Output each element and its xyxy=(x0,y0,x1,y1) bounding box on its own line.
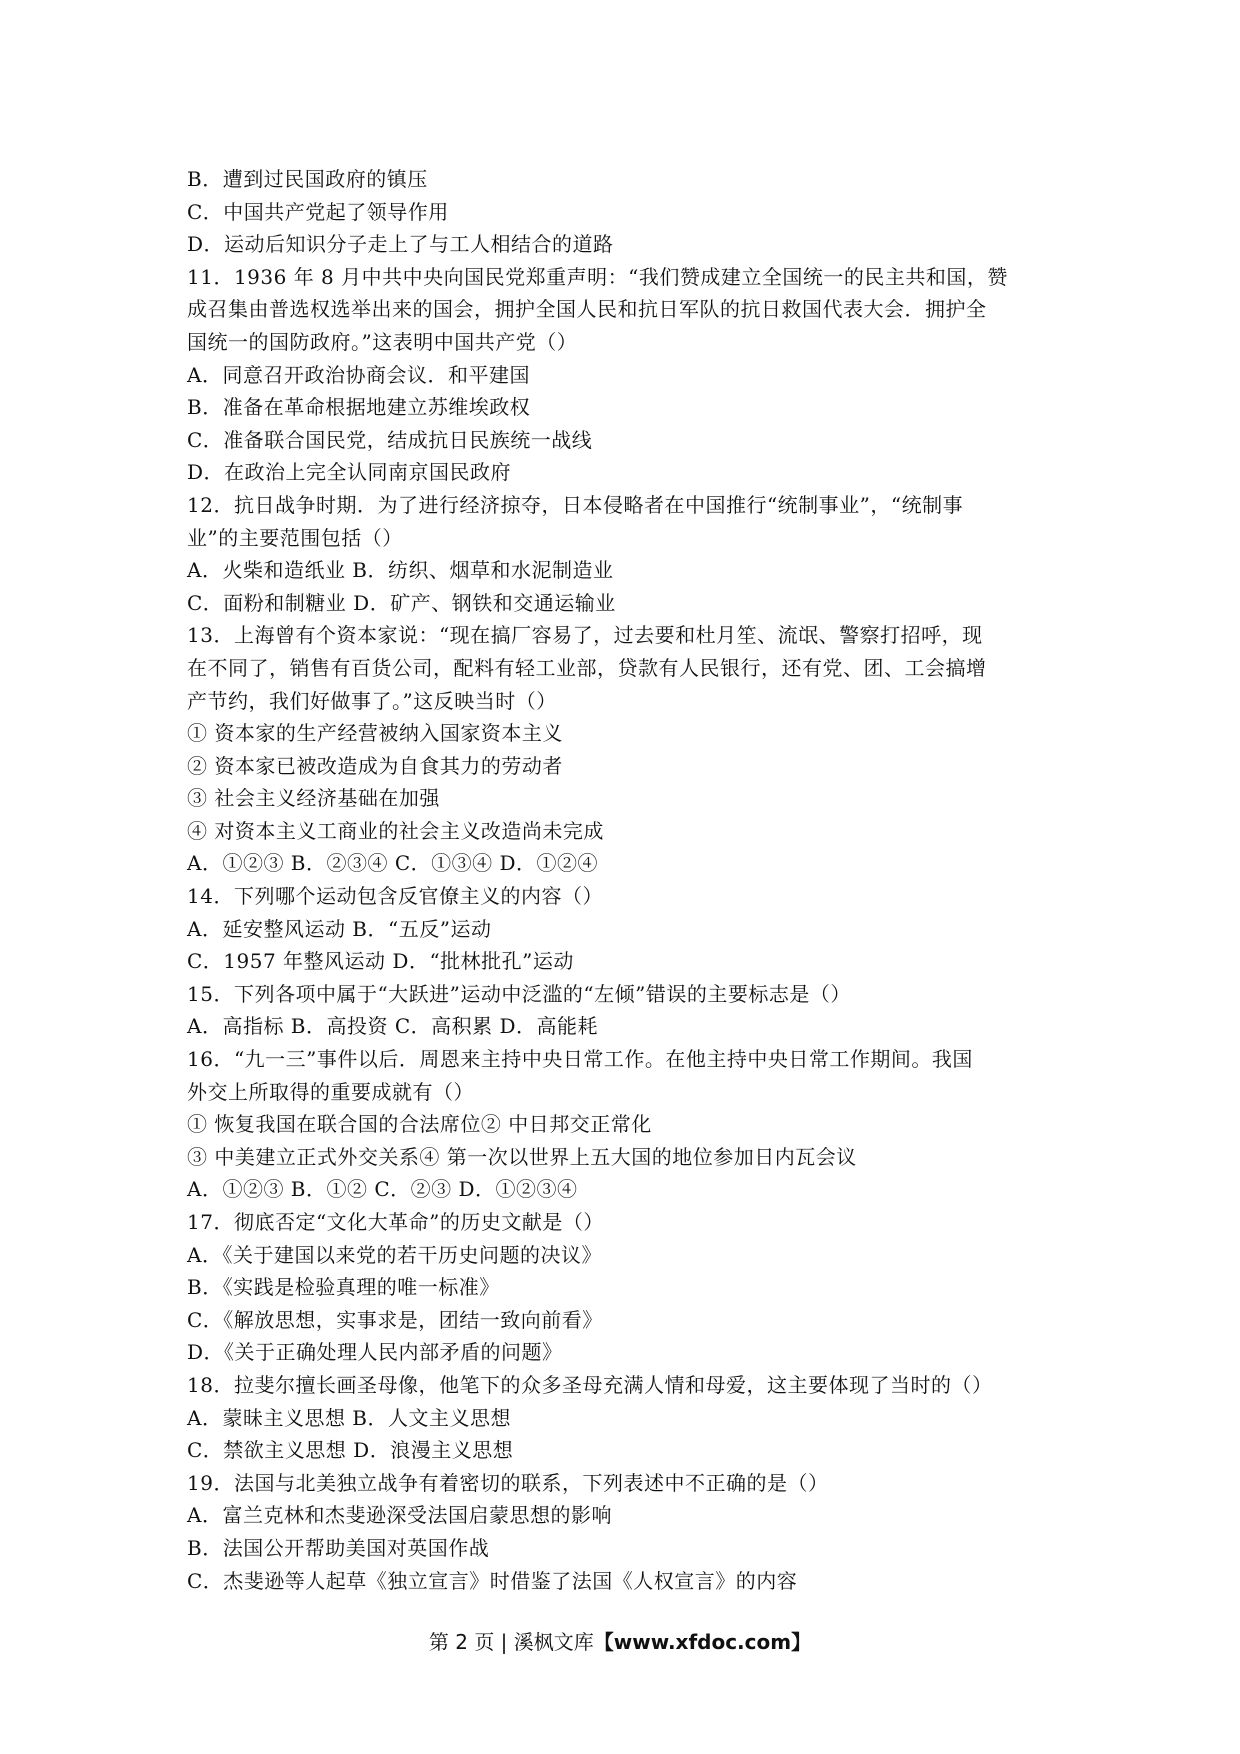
text-line: ③ 中美建立正式外交关系④ 第一次以世界上五大国的地位参加日内瓦会议 xyxy=(187,1144,857,1169)
text-line: 11．1936 年 8 月中共中央向国民党郑重声明：“我们赞成建立全国统一的民主共和国，赞 xyxy=(187,264,1008,289)
text-line: A．同意召开政治协商会议．和平建国 xyxy=(187,362,530,387)
text-line: 14．下列哪个运动包含反官僚主义的内容（） xyxy=(187,884,603,909)
page-footer xyxy=(0,1628,1240,1656)
text-line: ③ 社会主义经济基础在加强 xyxy=(187,786,440,811)
text-line: A．①②③ B．②③④ C．①③④ D．①②④ xyxy=(187,851,599,876)
footer-page-label: 第 2 页 | 溪枫文库 xyxy=(428,1630,594,1654)
text-line: 产节约，我们好做事了。”这反映当时（） xyxy=(187,688,557,713)
text-line: 17．彻底否定“文化大革命”的历史文献是（） xyxy=(187,1210,604,1234)
text-line: ① 恢复我国在联合国的合法席位② 中日邦交正常化 xyxy=(187,1112,652,1137)
text-line: B．准备在革命根据地建立苏维埃政权 xyxy=(187,395,531,420)
text-line: D．《关于正确处理人民内部矛盾的问题》 xyxy=(187,1340,563,1365)
text-line: 业”的主要范围包括（） xyxy=(187,525,403,550)
text-line: 19．法国与北美独立战争有着密切的联系，下列表述中不正确的是（） xyxy=(187,1470,829,1495)
text-line: A．《关于建国以来党的若干历史问题的决议》 xyxy=(187,1242,602,1267)
text-line: ① 资本家的生产经营被纳入国家资本主义 xyxy=(187,721,563,746)
text-line: C．面粉和制糖业 D．矿产、钢铁和交通运输业 xyxy=(187,590,616,615)
text-line: 国统一的国防政府。”这表明中国共产党（） xyxy=(187,329,578,354)
text-line: A．①②③ B．①② C．②③ D．①②③④ xyxy=(187,1177,578,1202)
text-line: C．准备联合国民党，结成抗日民族统一战线 xyxy=(187,427,593,452)
text-line: 15．下列各项中属于“大跃进”运动中泛滥的“左倾”错误的主要标志是（） xyxy=(187,981,851,1006)
text-line: C．1957 年整风运动 D．“批林批孔”运动 xyxy=(187,949,574,974)
text-line: 外交上所取得的重要成就有（） xyxy=(187,1079,474,1104)
text-line: 13．上海曾有个资本家说：“现在搞厂容易了，过去要和杜月笙、流氓、警察打招呼，现 xyxy=(187,623,983,648)
text-line: ④ 对资本主义工商业的社会主义改造尚未完成 xyxy=(187,818,604,843)
text-line: D．运动后知识分子走上了与工人相结合的道路 xyxy=(187,232,614,257)
text-line: B．《实践是检验真理的唯一标准》 xyxy=(187,1275,500,1300)
text-line: A．延安整风运动 B．“五反”运动 xyxy=(187,916,492,941)
text-line: D．在政治上完全认同南京国民政府 xyxy=(187,460,512,485)
footer-site-link: 【www.xfdoc.com】 xyxy=(593,1630,812,1654)
document-body xyxy=(187,163,1057,1597)
text-line: 12．抗日战争时期．为了进行经济掠夺，日本侵略者在中国推行“统制事业”，“统制事 xyxy=(187,492,964,517)
text-line: C．杰斐逊等人起草《独立宣言》时借鉴了法国《人权宣言》的内容 xyxy=(187,1568,798,1593)
text-line: A．蒙昧主义思想 B．人文主义思想 xyxy=(187,1405,511,1430)
text-line: C．《解放思想，实事求是，团结一致向前看》 xyxy=(187,1307,603,1332)
text-line: B．遭到过民国政府的镇压 xyxy=(187,167,428,191)
text-line: B．法国公开帮助美国对英国作战 xyxy=(187,1535,490,1560)
text-line: C．禁欲主义思想 D．浪漫主义思想 xyxy=(187,1438,514,1463)
text-line: A．高指标 B．高投资 C．高积累 D．高能耗 xyxy=(187,1014,599,1039)
text-line: 在不同了，销售有百货公司，配料有轻工业部，贷款有人民银行，还有党、团、工会搞增 xyxy=(187,655,987,680)
text-line: C．中国共产党起了领导作用 xyxy=(187,199,449,224)
text-line: A．火柴和造纸业 B．纺织、烟草和水泥制造业 xyxy=(187,558,614,583)
text-line: ② 资本家已被改造成为自食其力的劳动者 xyxy=(187,753,563,778)
text-line: A．富兰克林和杰斐逊深受法国启蒙思想的影响 xyxy=(187,1503,612,1528)
text-line: 16．“九一三”事件以后．周恩来主持中央日常工作。在他主持中央日常工作期间。我国 xyxy=(187,1047,973,1072)
text-line: 成召集由普选权选举出来的国会，拥护全国人民和抗日军队的抗日救国代表大会．拥护全 xyxy=(187,297,987,322)
text-line: 18．拉斐尔擅长画圣母像，他笔下的众多圣母充满人情和母爱，这主要体现了当时的（） xyxy=(187,1372,993,1397)
